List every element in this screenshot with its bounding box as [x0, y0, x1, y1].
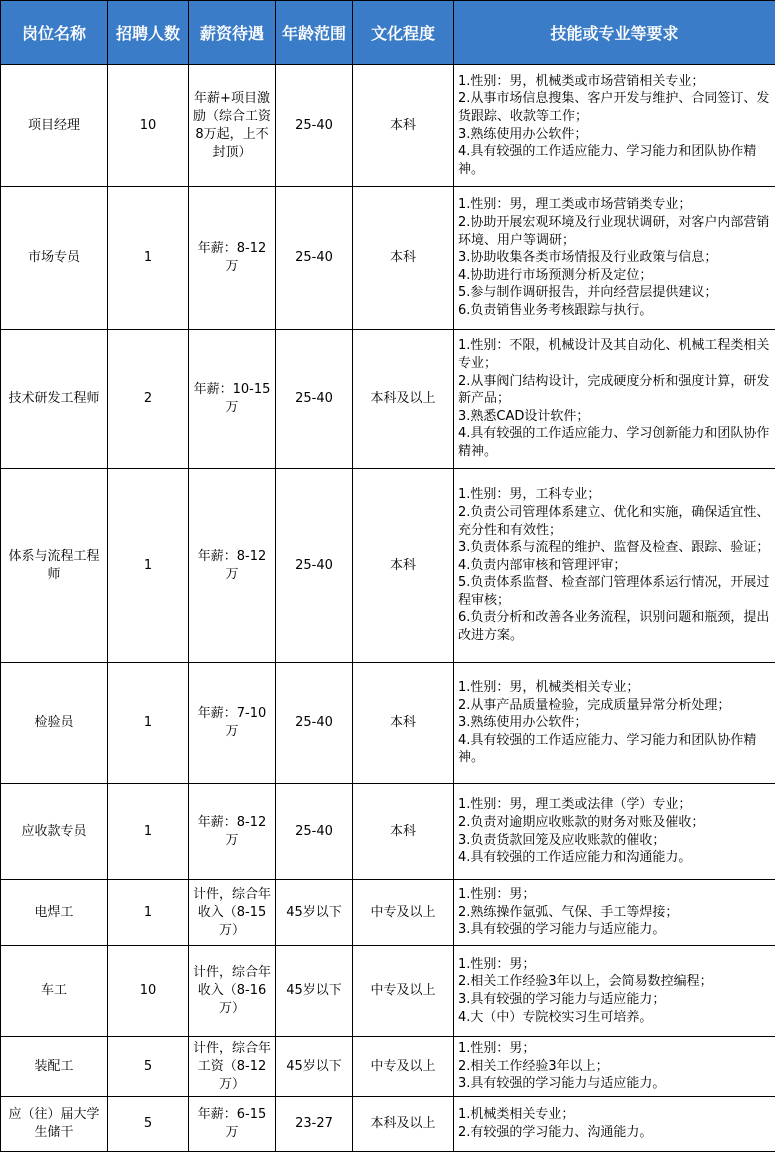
table-row — [1, 663, 775, 784]
count-cell: 10 — [108, 65, 189, 187]
education-cell: 本科及以上 — [353, 1097, 454, 1152]
position-cell: 技术研发工程师 — [1, 330, 108, 469]
requirements-cell — [454, 1097, 775, 1152]
count-cell: 2 — [108, 330, 189, 469]
position-cell: 体系与流程工程师 — [1, 469, 108, 663]
requirement-item: 4.大（中）专院校实习生可培养。 — [458, 1009, 771, 1027]
requirement-item: 1.性别：男； — [458, 886, 771, 904]
salary-cell: 年薪+项目激励（综合工资8万起，上不封顶） — [189, 65, 276, 187]
education-cell: 本科及以上 — [353, 330, 454, 469]
requirement-item: 2.相关工作经验3年以上； — [458, 1058, 771, 1076]
requirement-item: 2.协助开展宏观环境及行业现状调研，对客户内部营销环境、用户等调研； — [458, 214, 771, 249]
requirement-item: 4.具有较强的工作适应能力和沟通能力。 — [458, 849, 771, 867]
table-row — [1, 469, 775, 663]
salary-cell: 计件，综合年收入（8-16万） — [189, 946, 276, 1037]
position-cell: 车工 — [1, 946, 108, 1037]
count-cell: 5 — [108, 1097, 189, 1152]
requirement-item: 3.具有较强的学习能力与适应能力。 — [458, 1075, 771, 1093]
requirement-item: 3.具有较强的学习能力与适应能力。 — [458, 921, 771, 939]
requirement-item: 4.具有较强的工作适应能力、学习能力和团队协作精神。 — [458, 143, 771, 178]
position-cell: 检验员 — [1, 663, 108, 784]
count-cell: 1 — [108, 469, 189, 663]
age-cell: 25-40 — [276, 330, 353, 469]
table-body — [1, 65, 775, 1152]
header-row — [1, 1, 775, 65]
requirement-item: 4.负责内部审核和管理评审； — [458, 557, 771, 575]
age-cell: 25-40 — [276, 663, 353, 784]
requirement-item: 2.负责对逾期应收账款的财务对账及催收； — [458, 814, 771, 832]
age-cell: 25-40 — [276, 469, 353, 663]
requirement-item: 3.熟练使用办公软件； — [458, 126, 771, 144]
requirement-item: 5.负责体系监督、检查部门管理体系运行情况，开展过程审核； — [458, 574, 771, 609]
education-cell: 本科 — [353, 663, 454, 784]
salary-cell: 计件，综合年收入（8-15万） — [189, 880, 276, 946]
education-cell: 本科 — [353, 469, 454, 663]
requirement-item: 1.性别：不限，机械设计及其自动化、机械工程类相关专业； — [458, 337, 771, 372]
requirement-item: 4.具有较强的工作适应能力、学习创新能力和团队协作精神。 — [458, 425, 771, 460]
position-cell: 应（往）届大学生储干 — [1, 1097, 108, 1152]
requirements-cell — [454, 1037, 775, 1097]
requirement-item: 3.协助收集各类市场情报及行业政策与信息； — [458, 249, 771, 267]
requirement-item: 2.从事阀门结构设计，完成硬度分析和强度计算，研发新产品； — [458, 373, 771, 408]
table-row — [1, 946, 775, 1037]
requirements-cell — [454, 469, 775, 663]
requirement-item: 3.熟练使用办公软件； — [458, 714, 771, 732]
header-count: 招聘人数 — [108, 1, 189, 65]
requirements-cell — [454, 330, 775, 469]
age-cell: 25-40 — [276, 784, 353, 880]
requirement-item: 2.从事产品质量检验，完成质量异常分析处理； — [458, 697, 771, 715]
requirement-item: 1.性别：男，理工类或法律（学）专业； — [458, 796, 771, 814]
requirement-item: 2.熟练操作氩弧、气保、手工等焊接； — [458, 904, 771, 922]
header-age: 年龄范围 — [276, 1, 353, 65]
header-requirements: 技能或专业等要求 — [454, 1, 775, 65]
header-education: 文化程度 — [353, 1, 454, 65]
requirement-item: 3.具有较强的学习能力与适应能力； — [458, 991, 771, 1009]
requirements-cell — [454, 187, 775, 330]
requirements-cell — [454, 880, 775, 946]
education-cell: 中专及以上 — [353, 1037, 454, 1097]
salary-cell: 计件，综合年工资（8-12万） — [189, 1037, 276, 1097]
requirements-cell — [454, 946, 775, 1037]
count-cell: 10 — [108, 946, 189, 1037]
requirement-item: 6.负责销售业务考核跟踪与执行。 — [458, 302, 771, 320]
salary-cell: 年薪：8-12万 — [189, 784, 276, 880]
requirement-item: 3.负责体系与流程的维护、监督及检查、跟踪、验证； — [458, 539, 771, 557]
requirement-item: 1.性别：男，理工类或市场营销类专业； — [458, 196, 771, 214]
requirement-item: 4.协助进行市场预测分析及定位； — [458, 267, 771, 285]
requirement-item: 2.有较强的学习能力、沟通能力。 — [458, 1124, 771, 1142]
education-cell: 本科 — [353, 65, 454, 187]
position-cell: 电焊工 — [1, 880, 108, 946]
requirements-cell — [454, 663, 775, 784]
requirement-item: 1.机械类相关专业； — [458, 1106, 771, 1124]
education-cell: 中专及以上 — [353, 880, 454, 946]
salary-cell: 年薪：7-10万 — [189, 663, 276, 784]
table-row — [1, 330, 775, 469]
salary-cell: 年薪：10-15万 — [189, 330, 276, 469]
position-cell: 项目经理 — [1, 65, 108, 187]
education-cell: 本科 — [353, 784, 454, 880]
position-cell: 应收款专员 — [1, 784, 108, 880]
table-row — [1, 1097, 775, 1152]
table-row — [1, 187, 775, 330]
count-cell: 1 — [108, 880, 189, 946]
count-cell: 5 — [108, 1037, 189, 1097]
position-cell: 市场专员 — [1, 187, 108, 330]
requirement-item: 3.熟悉CAD设计软件； — [458, 408, 771, 426]
requirement-item: 1.性别：男； — [458, 956, 771, 974]
education-cell: 中专及以上 — [353, 946, 454, 1037]
requirement-item: 2.负责公司管理体系建立、优化和实施，确保适宜性、充分性和有效性； — [458, 504, 771, 539]
salary-cell: 年薪：8-12万 — [189, 469, 276, 663]
requirement-item: 1.性别：男，工科专业； — [458, 486, 771, 504]
age-cell: 45岁以下 — [276, 946, 353, 1037]
age-cell: 45岁以下 — [276, 880, 353, 946]
table-row — [1, 65, 775, 187]
count-cell: 1 — [108, 187, 189, 330]
requirements-cell — [454, 784, 775, 880]
table-row — [1, 784, 775, 880]
table-row — [1, 880, 775, 946]
requirement-item: 1.性别：男； — [458, 1040, 771, 1058]
requirement-item: 1.性别：男，机械类相关专业； — [458, 679, 771, 697]
requirement-item: 1.性别：男，机械类或市场营销相关专业； — [458, 73, 771, 91]
position-cell: 装配工 — [1, 1037, 108, 1097]
age-cell: 45岁以下 — [276, 1037, 353, 1097]
age-cell: 23-27 — [276, 1097, 353, 1152]
education-cell: 本科 — [353, 187, 454, 330]
header-salary: 薪资待遇 — [189, 1, 276, 65]
requirement-item: 2.从事市场信息搜集、客户开发与维护、合同签订、发货跟踪、收款等工作； — [458, 90, 771, 125]
requirement-item: 5.参与制作调研报告，并向经营层提供建议； — [458, 284, 771, 302]
header-position: 岗位名称 — [1, 1, 108, 65]
count-cell: 1 — [108, 663, 189, 784]
salary-cell: 年薪：6-15万 — [189, 1097, 276, 1152]
requirements-cell — [454, 65, 775, 187]
age-cell: 25-40 — [276, 187, 353, 330]
requirement-item: 6.负责分析和改善各业务流程，识别问题和瓶颈，提出改进方案。 — [458, 609, 771, 644]
requirement-item: 3.负责货款回笼及应收账款的催收； — [458, 832, 771, 850]
count-cell: 1 — [108, 784, 189, 880]
requirement-item: 4.具有较强的工作适应能力、学习能力和团队协作精神。 — [458, 732, 771, 767]
table-row — [1, 1037, 775, 1097]
requirement-item: 2.相关工作经验3年以上，会简易数控编程； — [458, 973, 771, 991]
age-cell: 25-40 — [276, 65, 353, 187]
salary-cell: 年薪：8-12万 — [189, 187, 276, 330]
